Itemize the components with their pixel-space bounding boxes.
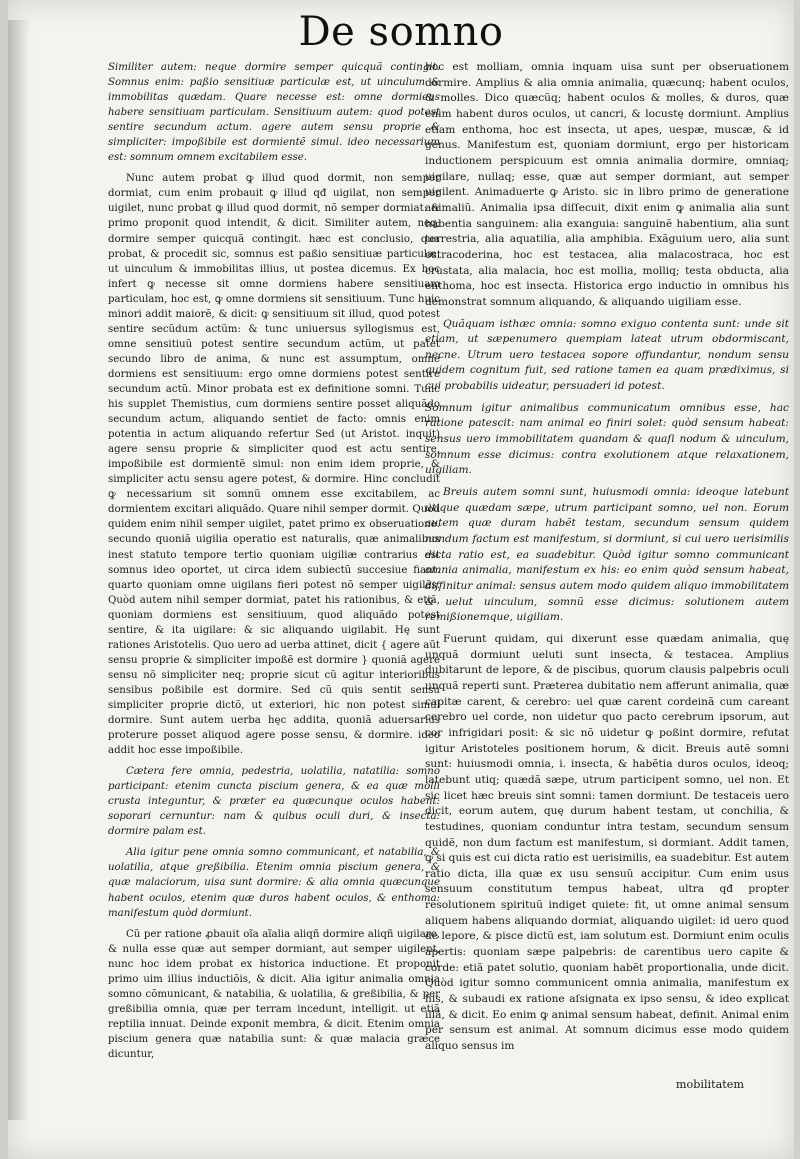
text-paragraph: Cætera fere omnia, pedestria, uolatilia, natatilia: somno participant: etenim cuncta piscium genera, & ea quæ molli crusta integuntur, & præter ea quæcunque oculos habent: soporari cernuntur: nam & quibus oculi duri, & insecta: dormire palam est. xyxy=(108,766,440,838)
text-paragraph: hoc est molliam, omnia inquam uisa sunt per obseruationem dormire. Amplius & alia omnia animalia, quæcunq; habent oculos, & molles. Dico quæcũq; habent oculos & molles, & duros, quæ enim habent duros oculos, ut cancri, & locustę dormiunt. Amplius etiam enthoma, hoc est insecta, ut apes, uespæ, muscæ, & id genus. Manifestum est, quoniam dormiunt, ergo per historicam inductionem perspicuum est omnia animalia dormire, omniaq; uigilare, nullaq; esse, quæ aut semper dormiant, aut semper uigilent. Animaduerte ꝙ Aristo. sic in libro primo de generatione animaliũ. Animalia ipsa diſſecuit, dixit enim ꝙ animalia alia sunt habentia sanguinem: alia exanguia: sanguinẽ habentium, alia sunt terrestria, alia aquatilia, alia amphibia. Exãguium uero, alia sunt ostracoderina, hoc est testacea, alia malacostraca, hoc est crustata, alia malacia, hoc est mollia, molliq; testa obducta, alia enthoma, hoc est insecta. Historica ergo inductio in omnibus his demonstrat somnum aliquando, & aliquando uigiliam esse. xyxy=(425,61,789,308)
text-paragraph: Similiter autem: neque dormire semper quicquã contingit. Somnus enim: paßio sensitiuæ particulæ est, ut uinculum & immobilitas quædam. Quare necesse est: omne dormiens habere sensitiuam particulam. Sensitiuum autem: quod potest sentire secundum actum. agere autem sensu proprie & simpliciter: impoßibile est dormientẽ simul. ideo necessarium est: somnum omnem excitabilem esse. xyxy=(108,62,440,164)
text-paragraph: Somnum igitur animalibus communicatum omnibus esse, hac ratione patescit: nam animal eo finiri solet: quòd sensum habeat: sensus uero immobilitatem quandam & quaſi nodum & uinculum, somnum esse dicimus: contra exolutionem atque relaxationem, uigiliam. xyxy=(425,401,789,477)
text-paragraph: Breuis autem somni sunt, huiusmodi omnia: ideoque latebunt utique quædam sæpe, utrum participant somno, uel non. Eorum autem quæ duram habẽt testam, secundum sensum quidem nondum factum est manifestum, si dormiunt, si cui uero uerisimilis dicta ratio est, ea suadebitur. Quòd igitur somno communicant omnia animalia, manifestum ex his: eo enim quòd sensum habeat, diffinitur animal: sensus autem modo quidem aliquo immobilitatem & uelut uinculum, somnũ esse dicimus: solutionem autem remißionemque, uigiliam. xyxy=(425,486,789,624)
text-paragraph: Nunc autem probat ꝙ illud quod dormit, non semper dormiat, cum enim probauit ꝙ illud qđ uigilat, non semper uigilet, nunc probat ꝙ illud quod dormit, nõ semper dormiat: & primo proponit quod intendit, & dicit. Similiter autem, neq; dormire semper quicquã contingit. hæc est conclusio, qua probat, & procedit sic, somnus est paßio sensitiuæ particulæ, ut uinculum & immobilitas illius, ut postea dicemus. Ex hoc infert ꝙ necesse sit omne dormiens habere sensitiuam particulam, hoc est, ꝙ omne dormiens sit sensitiuum. Tunc huic minori addit maiorẽ, & dicit: ꝙ sensitiuum sit illud, quod potest sentire secũdum actũm: & tunc uniuersus syllogismus est, omne sensitiuũ potest sentire secundum actũm, ut patet secundo libro de anima, & nunc est assumptum, omne dormiens est sensitiuum: ergo omne dormiens potest sentire secundum actũ. Minor probata est ex definitione somni. Tunc his supplet Themistius, cum dormiens sentire posset aliquãdo secundum actum, aliquando sentiet de facto: omnis enim potentia in actum aliquando refertur Sed (ut Aristot. inquit) agere sensu proprie & simpliciter quod est actu sentire, impoßibile est dormientẽ simul: non enim idem proprie, & simpliciter actu sensu agere potest, & dormire. Hinc concludit ꝙ necessarium sit somnũ omnem esse excitabilem, ac dormientem excitari aliquãdo. Quare nihil semper dormit. Quòd quidem enim nihil semper uigilet, patet primo ex obseruatione. secundo quoniã uigilia operatio est naturalis, quæ animalibus inest statuto tempore tertio quoniam uigiliæ contrarius est somnus ideo oportet, ut circa idem subiectũ succesiue fiant. quarto quoniam omne uigilans fieri potest nõ semper uigilãs. Quòd autem nihil semper dormiat, patet his rationibus, & etiã, quoniam dormiens est sensitiuum, quod aliquãdo potest sentire, & ita uigilare: & sic aliquando uigilabit. Hę sunt rationes Aristotelis. Quo uero ad uerba attinet, dicit { agere aũt sensu proprie & simpliciter impoßẽ est dormire } quoniã agere sensu nõ simpliciter neq; proprie sicut cũ agitur interioribus sensibus poßibile est dormire. Sed cũ quis sentit sensu simpliciter proprie dictõ, ut exteriori, hic non potest simul dormire. Sunt autem uerba hęc addita, quoniã aduersarius proterure posset aliquod agere posse sensu, & dormire. ideo addit hoc esse impoßibile. xyxy=(108,173,440,757)
left-column xyxy=(108,60,440,1068)
right-column xyxy=(425,60,789,1061)
book-page xyxy=(8,0,794,1159)
text-paragraph: Quãquam isthæc omnia: somno exiguo contenta sunt: unde sit etiam, ut sæpenumero quempiam lateat utrum obdormiscant, necne. Utrum uero testacea sopore offundantur, nondum sensu quidem cognitum fuit, sed ratione tamen ea quam prædiximus, si cui probabilis uideatur, persuaderi id potest. xyxy=(425,317,789,393)
text-paragraph: Fuerunt quidam, qui dixerunt esse quædam animalia, quę unquã dormiunt ueluti sunt insecta, & testacea. Amplius dubitarunt de lepore, & de piscibus, quorum clausis palpebris oculi unquã reperti sunt. Præterea dubitatio nem afferunt animalia, quæ capitæ carent, & cerebro: uel quæ carent cordeinã cum careant cerebro uel corde, non uidetur quo pacto cerebrum ipsorum, aut cor infrigidari posit: & sic nõ uidetur ꝙ poßint dormire, refutat igitur Aristoteles positionem horum, & dicit. Breuis autẽ somni sunt: huiusmodi omnia, i. insecta, & habẽtia duros oculos, ideoq; latebunt utiq; quædã sæpe, utrum participent somno, uel non. Et sic licet hæc breuis sint somni: tamen dormiunt. De testaceis uero dicit, eorum autem, quę durum habent testam, ut conchilia, & testudines, quoniam conduntur intra testam, secundum sensum quidẽ, non dum factum est manifestum, si dormiant. Addit tamen, ꝙ si quis est cui dicta ratio est uerisimilis, ea suadebitur. Est autem ratio dicta, illa quæ ex usu sensuũ accipitur. Cum enim usus sensuum constitutum tempus habeat, ultra qđ propter resolutionem spirituũ indiget quiete: fit, ut omne animal sensum aliquem habens aliquando dormiat, aliquando uigilet: id uero quod de lepore, & pisce dictũ est, iam solutum est. Dormiunt enim oculis apertis: quoniam sæpe palpebris: de carentibus uero capite & corde: etiã patet solutio, quoniam habẽt proportionalia, unde dicit. Quòd igitur somno communicent omnia animalia, manifestum ex his, & subaudi ex ratione aſsignata ex ipso sensu, & ideo explicat illã, & dicit. Eo enim ꝙ animal sensum habeat, definit. Animal enim per sensum est animal. At somnum dicimus esse modo quidem aliquo sensus im xyxy=(425,632,789,1053)
page-title: De somno xyxy=(298,9,504,55)
text-paragraph: Cũ per ratione ꝓbauit oĩa aĩalia aliqñ dormire aliqñ uigilare, & nulla esse quæ aut semper dormiant, aut semper uigilent, nunc hoc idem probat ex historica inductione. Et proponit primo uim illius inductiõis, & dicit. Alia igitur animalia omnia somno cõmunicant, & natabilia, & uolatilia, & greßibilia, & per greßibilia omnia, quæ per terram incedunt, intelligit. ut etiã reptilia innuat. Deinde exponit membra, & dicit. Etenim omnia piscium genera quæ natabilia sunt: & quæ malacia græce dicuntur, xyxy=(108,928,440,1060)
gutter-shadow xyxy=(8,20,30,1120)
catchword: mobilitatem xyxy=(675,1078,744,1091)
text-paragraph: Alia igitur pene omnia somno communicant, et natabilia, & uolatilia, atque greßibilia. Etenim omnia piscium genera, & quæ malaciorum, uisa sunt dormire: & alia omnia quæcunque habent oculos, etenim quæ duros habent oculos, & enthoma: manifestum quòd dormiunt. xyxy=(108,847,440,919)
